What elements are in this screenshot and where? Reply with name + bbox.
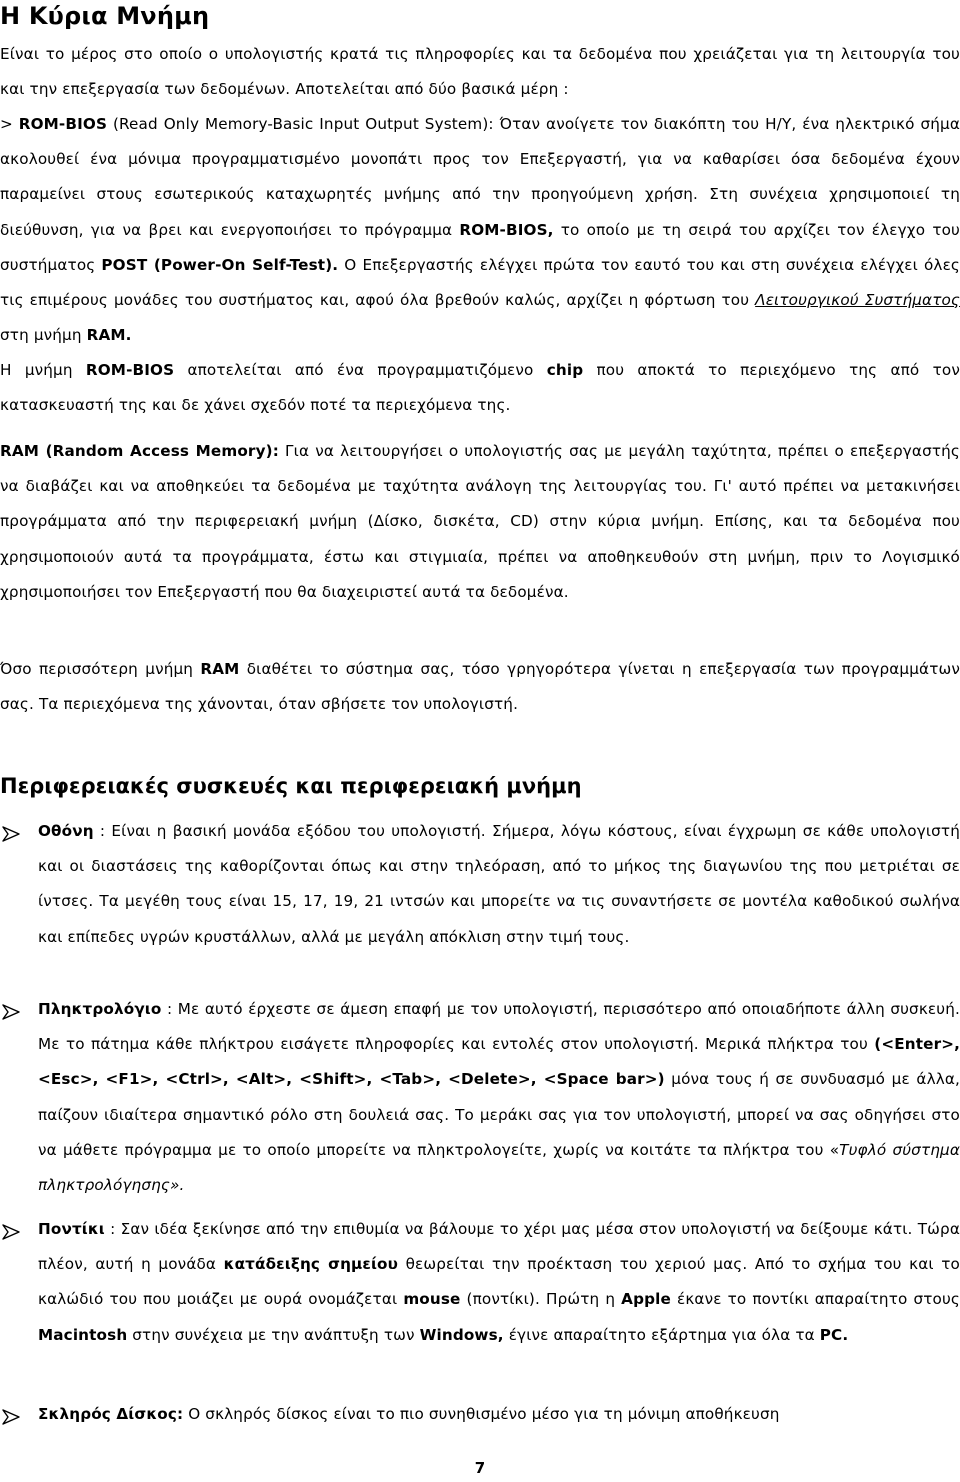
bullet-mouse-text: Ποντίκι : Σαν ιδέα ξεκίνησε από την επιθυμία να βάλουμε το χέρι μας μέσα στον υπολογιστή να δείξουμε κάτι. Τώρα πλέον, αυτή η μονάδα κατάδειξης σημείου θεωρείται την προέκταση του χεριού μας. Από το σχήμα του και το καλώδιό του που μοιάζει με ουρά ονομάζεται mouse (ποντίκι). Πρώτη η Apple έκανε το ποντίκι απαραίτητο στους Macintosh στην συνέχεια με την ανάπτυξη των Windows, έγινε απαραίτητο εξάρτημα για όλα τα PC. (38, 1220, 960, 1344)
bullet-keyboard-text: Πληκτρολόγιο : Με αυτό έρχεστε σε άμεση επαφή με τον υπολογιστή, περισσότερο από οποιαδήποτε άλλη συσκευή. Με το πάτημα κάθε πλήκτρου εισάγετε πληροφορίες και εντολές στον υπολογιστή. Μερικά πλήκτρα του (<Enter>, <Esc>, <F1>, <Ctrl>, <Alt>, <Shift>, <Tab>, <Delete>, <Space bar>) μόνα τους ή σε συνδυασμό με άλλα, παίζουν ιδιαίτερα σημαντικό ρόλο στη δουλειά σας. Το μεράκι σας για τον υπολογιστή, μπορεί να σας οδηγήσει στο να μάθετε πρόγραμμα με το οποίο μπορείτε να πληκτρολογείτε, χωρίς να κοιτάτε τα πλήκτρα του «Τυφλό σύστημα πληκτρολόγησης». (38, 1000, 960, 1195)
arrow-bullet-icon (2, 1409, 20, 1425)
arrow-bullet-icon (2, 1224, 20, 1240)
ram-size-paragraph: Όσο περισσότερη μνήμη RAM διαθέτει το σύστημα σας, τόσο γρηγορότερα γίνεται η επεξεργασία των προγραμμάτων σας. Τα περιεχόμενα της χάνονται, όταν σβήσετε τον υπολογιστή. (0, 660, 960, 714)
intro-paragraph: Είναι το μέρος στο οποίο ο υπολογιστής κρατά τις πληροφορίες και τα δεδομένα που χρειάζεται για τη λειτουργία του και την επεξεργασία των δεδομένων. Αποτελείται από δύο βασικά μέρη : (0, 45, 960, 99)
bullet-screen-text: Οθόνη : Είναι η βασική μονάδα εξόδου του υπολογιστή. Σήμερα, λόγω κόστους, είναι έγχρωμη σε κάθε υπολογιστή και οι διαστάσεις της καθορίζονται όπως και στην τηλεόραση, από το μήκος της διαγωνίου της που μετριέται σε ίντσες. Τα μεγέθη τους είναι 15, 17, 19, 21 ιντσών και μπορείτε να τις συναντήσετε σε μοντέλα καθοδικού σωλήνα και επίπεδες υγρών κρυστάλλων, αλλά με μεγάλη απόκλιση στην τιμή τους. (38, 822, 960, 946)
arrow-bullet-icon (2, 826, 20, 842)
page-title: Η Κύρια Μνήμη (0, 2, 210, 30)
bullet-mouse (0, 1212, 960, 1353)
rom-chip-paragraph: Η μνήμη ROM-BIOS αποτελείται από ένα προγραμματιζόμενο chip που αποκτά το περιεχόμενο της από τον κατασκευαστή της και δε χάνει σχεδόν ποτέ τα περιεχόμενα της. (0, 361, 960, 415)
bullet-screen (0, 814, 960, 955)
arrow-bullet-icon (2, 1004, 20, 1020)
bullet-keyboard (0, 992, 960, 1203)
page-number: 7 (474, 1459, 486, 1477)
ram-paragraph: RAM (Random Access Memory): Για να λειτουργήσει ο υπολογιστής σας με μεγάλη ταχύτητα, πρέπει ο επεξεργαστής να διαβάζει και να αποθηκεύει τα δεδομένα με ταχύτητα ανάλογη της λειτουργίας του. Γι' αυτό πρέπει να μετακινήσει προγράμματα από την περιφερειακή μνήμη (Δίσκο, δισκέτα, CD) στην κύρια μνήμη. Επίσης, και τα δεδομένα που χρησιμοποιούν αυτά τα προγράμματα, έστω και στιγμιαία, πρέπει να αποθηκευθούν στη μνήμη, πριν το Λογισμικό χρησιμοποιήσει τον Επεξεργαστή που θα διαχειριστεί αυτά τα δεδομένα. (0, 442, 960, 601)
bullet-hard-disk (0, 1397, 960, 1432)
bullet-hard-disk-text: Σκληρός Δίσκος: Ο σκληρός δίσκος είναι το πιο συνηθισμένο μέσο για τη μόνιμη αποθήκευση (38, 1405, 780, 1423)
rom-bios-paragraph: > ROM-BIOS (Read Only Memory-Basic Input Output System): Όταν ανοίγετε τον διακόπτη του Η/Υ, ένα ηλεκτρικό σήμα ακολουθεί ένα μόνιμα προγραμματισμένο μονοπάτι προς τον Επεξεργαστή, για να καθαρίσει όσα δεδομένα έχουν παραμείνει στους εσωτερικούς καταχωρητές μνήμης από την προηγούμενη χρήση. Στη συνέχεια χρησιμοποιεί τη διεύθυνση, για να βρει και ενεργοποιήσει το πρόγραμμα ROM-BIOS, το οποίο με τη σειρά του αρχίζει τον έλεγχο του συστήματος POST (Power-On Self-Test). Ο Επεξεργαστής ελέγχει πρώτα τον εαυτό του και στη συνέχεια ελέγχει όλες τις επιμέρους μονάδες του συστήματος και, αφού όλα βρεθούν καλώς, αρχίζει η φόρτωση του Λειτουργικού Συστήματος στη μνήμη RAM. (0, 115, 960, 345)
section-title-peripherals: Περιφερειακές συσκευές και περιφερειακή μνήμη (0, 774, 582, 798)
